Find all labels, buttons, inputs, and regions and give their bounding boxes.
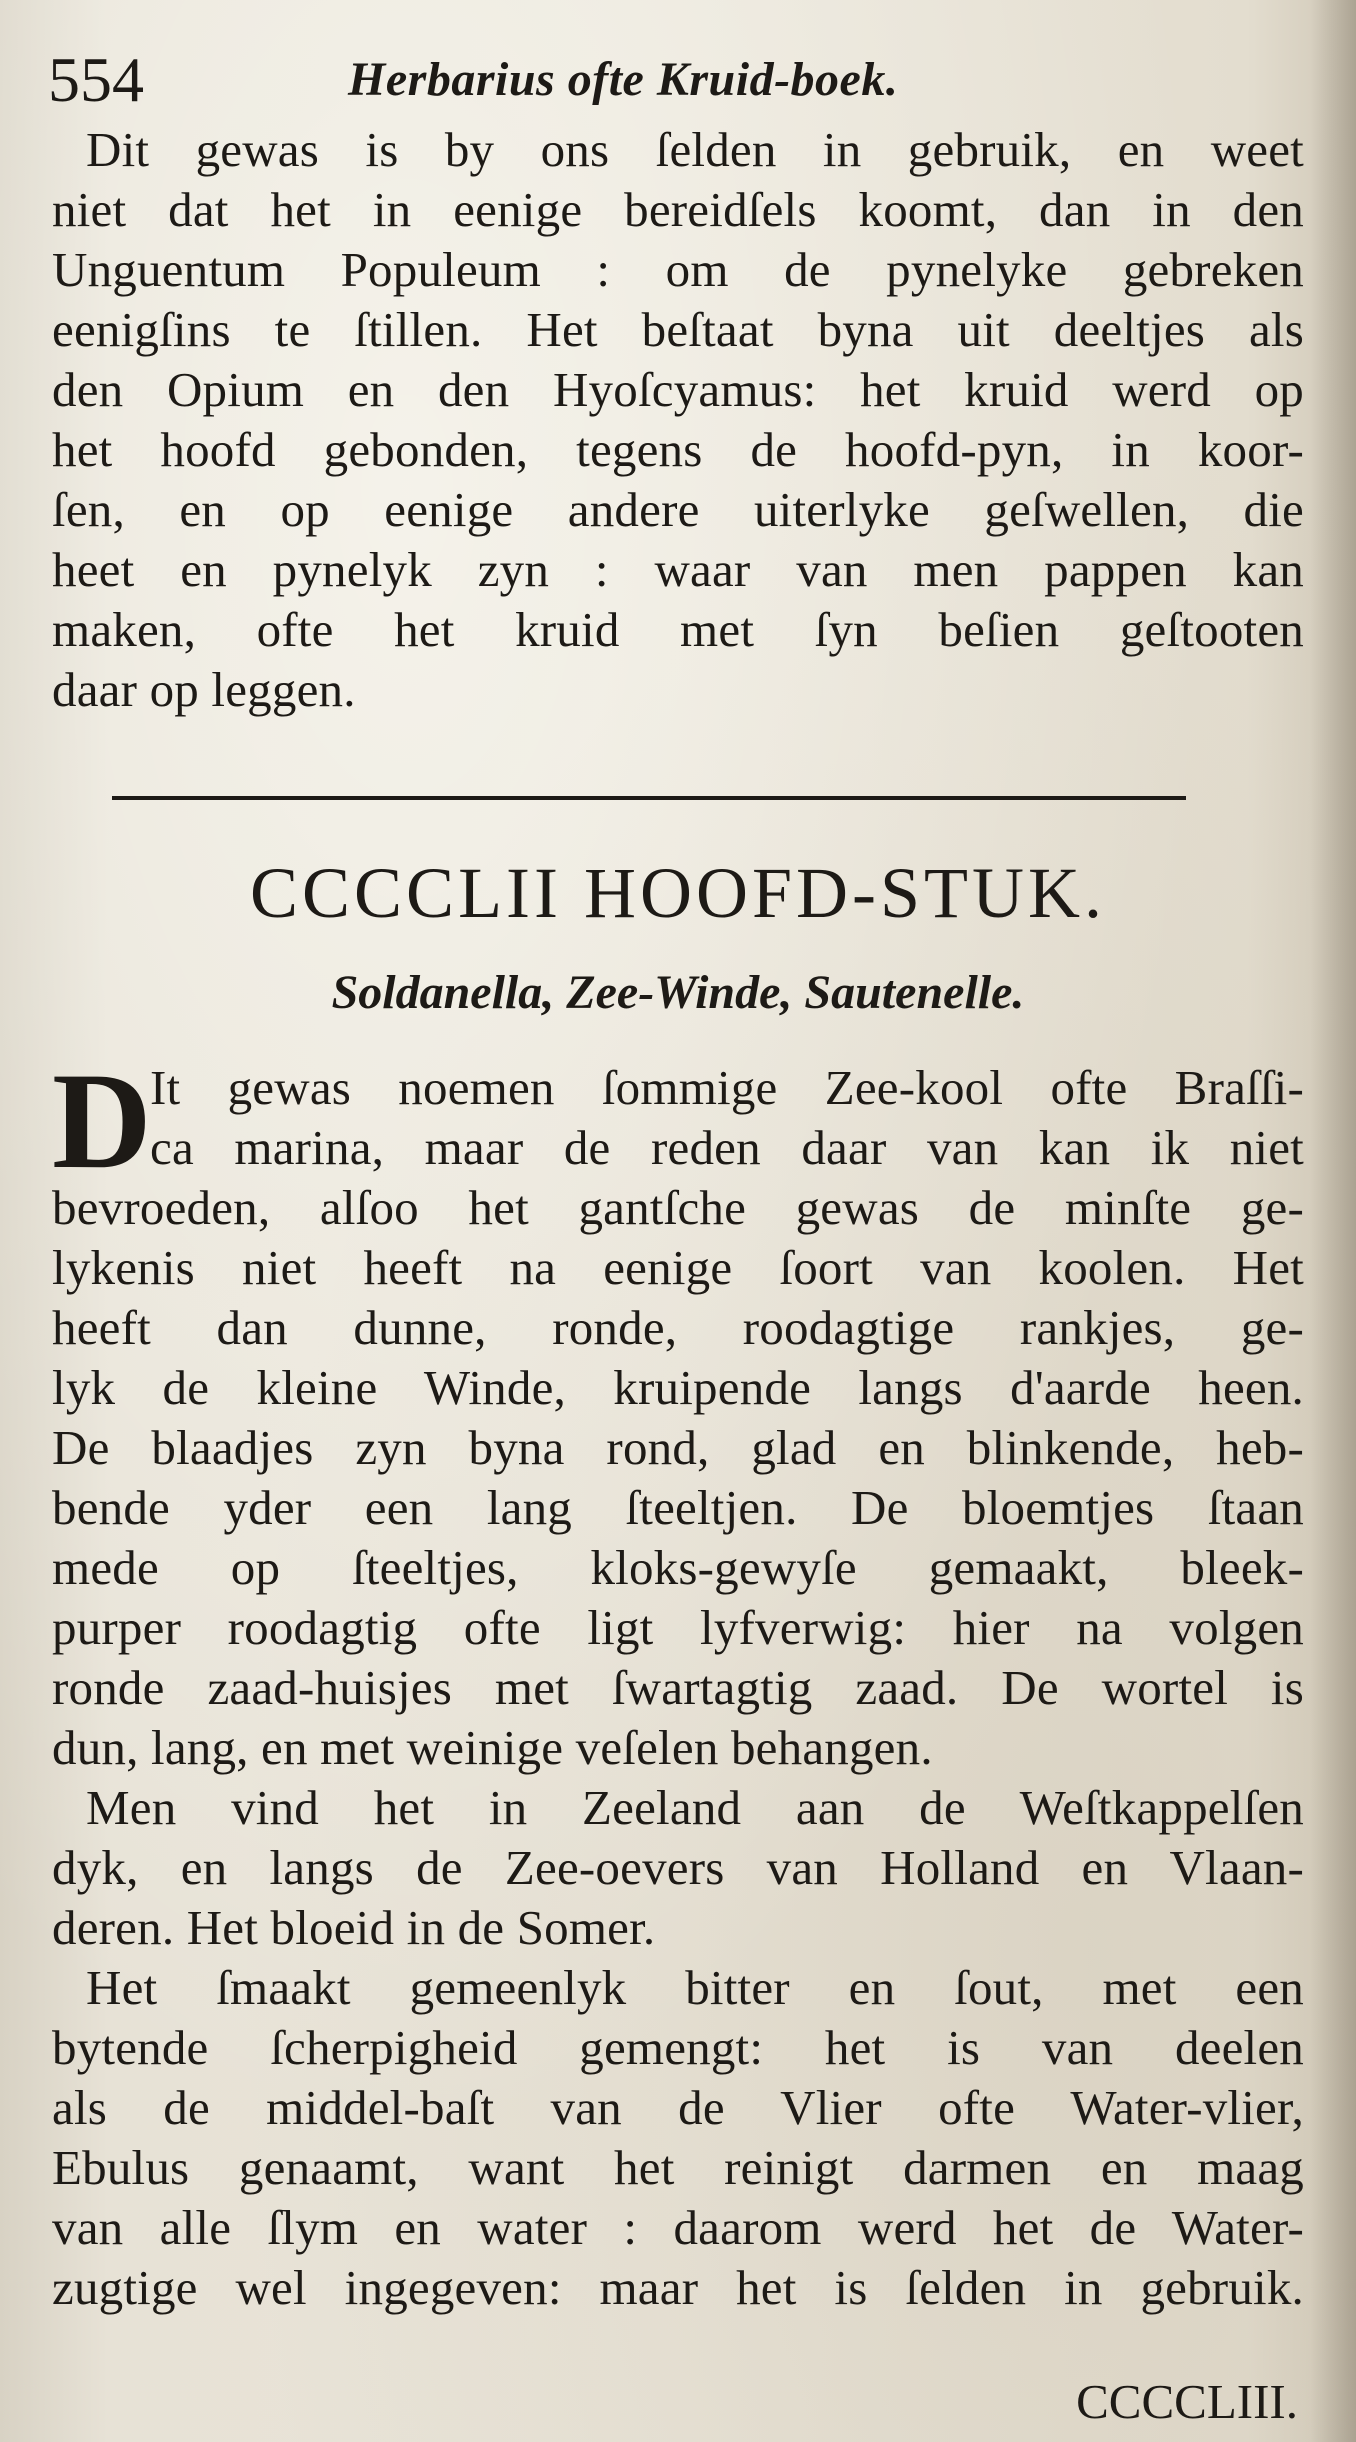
text-line: dun, lang, en met weinige veſelen behangen. — [52, 1720, 933, 1775]
text-line: It gewas noemen ſommige Zee-kool ofte Braſſi- — [150, 1060, 1304, 1115]
text-line: bytende ſcherpigheid gemengt: het is van deelen — [52, 2020, 1304, 2075]
text-line: van alle ſlym en water : daarom werd het de Water- — [52, 2200, 1304, 2255]
catchword: CCCCLIII. — [1076, 2374, 1298, 2429]
text-line: bevroeden, alſoo het gantſche gewas de minſte ge- — [52, 1180, 1304, 1235]
text-line: dyk, en langs de Zee-oevers van Holland en Vlaan- — [52, 1840, 1304, 1895]
text-line: bende yder een lang ſteeltjen. De bloemtjes ſtaan — [52, 1480, 1304, 1535]
text-line: als de middel-baſt van de Vlier ofte Water-vlier, — [52, 2080, 1304, 2135]
text-line: ca marina, maar de reden daar van kan ik niet — [150, 1120, 1304, 1175]
text-line: eenigſins te ſtillen. Het beſtaat byna uit deeltjes als — [52, 302, 1304, 357]
chapter-heading: CCCCLII HOOFD-STUK. — [249, 853, 1107, 933]
text-line: Men vind het in Zeeland aan de Weſtkappelſen — [86, 1780, 1304, 1835]
text-line: Dit gewas is by ons ſelden in gebruik, en weet — [86, 122, 1304, 177]
text-line: lykenis niet heeft na eenige ſoort van koolen. Het — [52, 1240, 1304, 1295]
text-line: ronde zaad-huisjes met ſwartagtig zaad. De wortel is — [52, 1660, 1304, 1715]
chapter-subtitle: Soldanella, Zee-Winde, Sautenelle. — [331, 966, 1025, 1019]
text-line: het hoofd gebonden, tegens de hoofd-pyn, in koor- — [52, 422, 1304, 477]
text-line: purper roodagtig ofte ligt lyfverwig: hier na volgen — [52, 1600, 1304, 1655]
text-line: heeft dan dunne, ronde, roodagtige rankjes, ge- — [52, 1300, 1304, 1355]
text-line: deren. Het bloeid in de Somer. — [52, 1900, 656, 1955]
section-divider — [112, 796, 1186, 800]
page-number: 554 — [48, 44, 144, 115]
text-line: Het ſmaakt gemeenlyk bitter en ſout, met een — [86, 1960, 1304, 2015]
text-line: De blaadjes zyn byna rond, glad en blinkende, heb- — [52, 1420, 1304, 1475]
text-line: daar op leggen. — [52, 662, 356, 717]
previous-chapter-paragraph — [52, 120, 1304, 720]
text-line: zugtige wel ingegeven: maar het is ſelden in gebruik. — [52, 2260, 1304, 2315]
text-line: heet en pynelyk zyn : waar van men pappen kan — [52, 542, 1304, 597]
running-title: Herbarius ofte Kruid-boek. — [348, 53, 899, 106]
text-line: den Opium en den Hyoſcyamus: het kruid werd op — [52, 362, 1304, 417]
text-line: maken, ofte het kruid met ſyn beſien geſtooten — [52, 602, 1304, 657]
text-line: Unguentum Populeum : om de pynelyke gebreken — [52, 242, 1304, 297]
chapter-body — [52, 1044, 1304, 2318]
drop-cap: D — [52, 1044, 152, 1197]
text-line: niet dat het in eenige bereidſels koomt, dan in den — [52, 182, 1304, 237]
text-line: ſen, en op eenige andere uiterlyke geſwellen, die — [52, 482, 1304, 537]
text-line: mede op ſteeltjes, kloks-gewyſe gemaakt, bleek- — [52, 1540, 1304, 1595]
text-line: Ebulus genaamt, want het reinigt darmen en maag — [52, 2140, 1304, 2195]
page-header — [48, 36, 1308, 116]
text-line: lyk de kleine Winde, kruipende langs d'aarde heen. — [52, 1360, 1304, 1415]
